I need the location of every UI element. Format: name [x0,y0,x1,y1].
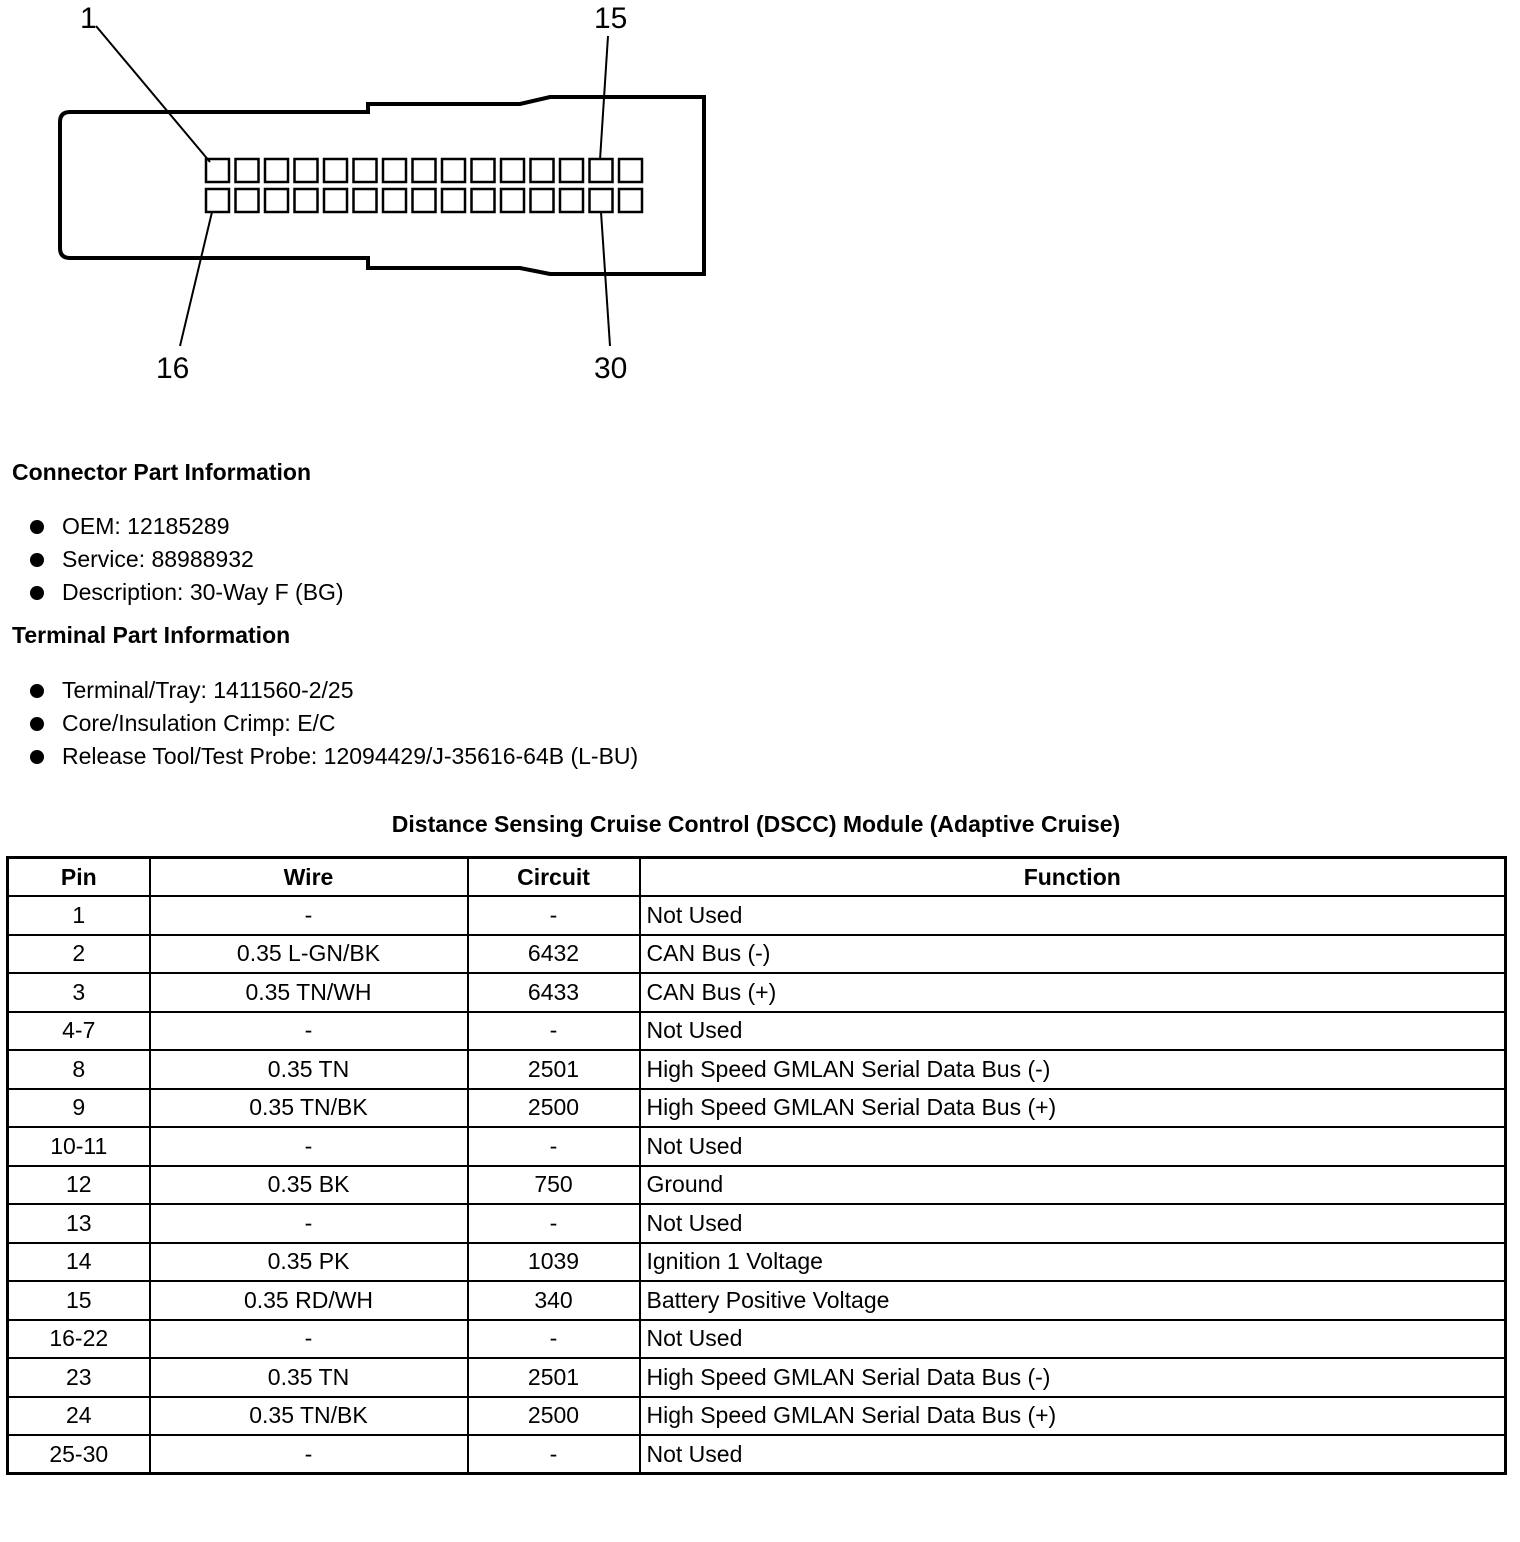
function-cell: Not Used [640,1012,1506,1051]
cavity [442,189,465,212]
column-header-function: Function [640,858,1506,897]
wire-cell: 0.35 L-GN/BK [150,935,468,974]
wire-cell: - [150,896,468,935]
leader-line-pin30 [601,212,610,346]
leader-line-pin16 [180,212,212,346]
bullet-icon [30,717,44,731]
table-row [8,1166,1506,1205]
column-header-circuit: Circuit [468,858,640,897]
list-item: Description: 30-Way F (BG) [28,576,344,609]
terminal-part-list [28,674,638,773]
bullet-icon [30,750,44,764]
pinout-table-title: Distance Sensing Cruise Control (DSCC) Module (Adaptive Cruise) [391,811,1121,837]
wire-cell: 0.35 RD/WH [150,1281,468,1320]
circuit-cell: - [468,1320,640,1359]
cavity [560,159,583,182]
cavity [295,189,318,212]
list-item: Terminal/Tray: 1411560-2/25 [28,674,638,707]
callout-pin16: 16 [156,352,190,385]
wire-cell: 0.35 TN/BK [150,1089,468,1128]
terminal-part-heading: Terminal Part Information [12,622,291,648]
table-row [8,896,1506,935]
connector-part-list [28,510,344,609]
pin-cell: 13 [8,1204,150,1243]
table-row [8,1243,1506,1282]
function-cell: Not Used [640,896,1506,935]
cavity [265,189,288,212]
wire-cell: 0.35 TN [150,1358,468,1397]
circuit-cell: 2500 [468,1089,640,1128]
callout-pin15: 15 [594,2,628,35]
cavity [472,159,495,182]
list-item: Service: 88988932 [28,543,344,576]
connector-housing-outline [60,97,704,274]
table-row [8,1204,1506,1243]
column-header-pin: Pin [8,858,150,897]
table-row [8,1281,1506,1320]
circuit-cell: 340 [468,1281,640,1320]
function-cell: High Speed GMLAN Serial Data Bus (+) [640,1397,1506,1436]
callout-pin30: 30 [594,352,628,385]
connector-cavities [206,159,642,212]
table-row [8,1089,1506,1128]
pin-cell: 9 [8,1089,150,1128]
function-cell: Not Used [640,1204,1506,1243]
cavity [206,189,229,212]
pin-cell: 25-30 [8,1435,150,1474]
pin-cell: 16-22 [8,1320,150,1359]
table-row [8,973,1506,1012]
function-cell: CAN Bus (-) [640,935,1506,974]
pin-cell: 4-7 [8,1012,150,1051]
cavity [354,189,377,212]
wire-cell: 0.35 TN [150,1050,468,1089]
pin-cell: 14 [8,1243,150,1282]
cavity [413,189,436,212]
cavity [619,159,642,182]
wire-cell: - [150,1320,468,1359]
cavity [295,159,318,182]
function-cell: Ground [640,1166,1506,1205]
cavity [413,159,436,182]
wire-cell: 0.35 PK [150,1243,468,1282]
cavity [590,189,613,212]
circuit-cell: 6433 [468,973,640,1012]
cavity [383,159,406,182]
circuit-cell: 750 [468,1166,640,1205]
table-row [8,1050,1506,1089]
cavity [619,189,642,212]
pin-cell: 8 [8,1050,150,1089]
list-item: Release Tool/Test Probe: 12094429/J-35616-64B (L-BU) [28,740,638,773]
cavity [531,159,554,182]
connector-part-heading: Connector Part Information [12,459,312,485]
pin-cell: 3 [8,973,150,1012]
circuit-cell: 1039 [468,1243,640,1282]
cavity [383,189,406,212]
bullet-icon [30,586,44,600]
function-cell: Not Used [640,1435,1506,1474]
table-row [8,1320,1506,1359]
cavity [354,159,377,182]
wire-cell: - [150,1435,468,1474]
circuit-cell: 2501 [468,1358,640,1397]
cavity [560,189,583,212]
table-row [8,1012,1506,1051]
cavity [472,189,495,212]
function-cell: High Speed GMLAN Serial Data Bus (+) [640,1089,1506,1128]
cavity [442,159,465,182]
list-item: OEM: 12185289 [28,510,344,543]
table-header-row [8,858,1506,897]
cavity [236,159,259,182]
function-cell: Battery Positive Voltage [640,1281,1506,1320]
table-row [8,1358,1506,1397]
circuit-cell: - [468,1012,640,1051]
function-cell: High Speed GMLAN Serial Data Bus (-) [640,1358,1506,1397]
circuit-cell: - [468,896,640,935]
pin-cell: 1 [8,896,150,935]
leader-line-pin1 [96,26,210,162]
cavity [531,189,554,212]
bullet-icon [30,684,44,698]
pin-cell: 24 [8,1397,150,1436]
circuit-cell: 6432 [468,935,640,974]
wire-cell: - [150,1012,468,1051]
table-row [8,935,1506,974]
cavity [590,159,613,182]
wire-cell: 0.35 TN/BK [150,1397,468,1436]
cavity [501,159,524,182]
pin-cell: 15 [8,1281,150,1320]
pin-cell: 2 [8,935,150,974]
cavity [265,159,288,182]
connector-diagram [0,0,760,400]
cavity [236,189,259,212]
circuit-cell: - [468,1127,640,1166]
bullet-icon [30,520,44,534]
cavity [501,189,524,212]
list-item: Core/Insulation Crimp: E/C [28,707,638,740]
wire-cell: - [150,1204,468,1243]
cavity [324,189,347,212]
function-cell: High Speed GMLAN Serial Data Bus (-) [640,1050,1506,1089]
function-cell: Ignition 1 Voltage [640,1243,1506,1282]
function-cell: Not Used [640,1320,1506,1359]
wire-cell: 0.35 TN/WH [150,973,468,1012]
wire-cell: 0.35 BK [150,1166,468,1205]
cavity [324,159,347,182]
circuit-cell: - [468,1435,640,1474]
pinout-table [6,856,1507,1475]
circuit-cell: - [468,1204,640,1243]
circuit-cell: 2501 [468,1050,640,1089]
function-cell: CAN Bus (+) [640,973,1506,1012]
pin-cell: 23 [8,1358,150,1397]
table-row [8,1435,1506,1474]
table-row [8,1397,1506,1436]
pin-cell: 10-11 [8,1127,150,1166]
column-header-wire: Wire [150,858,468,897]
circuit-cell: 2500 [468,1397,640,1436]
bullet-icon [30,553,44,567]
table-row [8,1127,1506,1166]
callout-pin1: 1 [80,2,97,35]
function-cell: Not Used [640,1127,1506,1166]
wire-cell: - [150,1127,468,1166]
pin-cell: 12 [8,1166,150,1205]
